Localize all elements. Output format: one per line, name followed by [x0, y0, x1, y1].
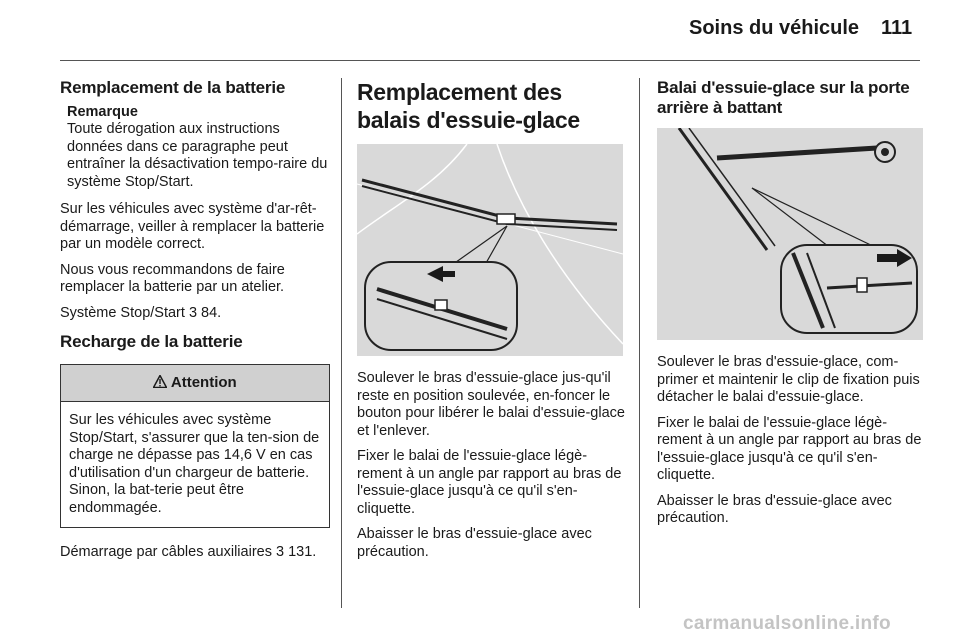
- page-number: 111: [881, 17, 913, 39]
- paragraph-rear-remove: Soulever le bras d'essuie-glace, com-primer et maintenir le clip de fixation puis détacher le balai d'essuie-glace.: [657, 354, 920, 405]
- paragraph-rear-lower: Abaisser le bras d'essuie-glace avec précaution.: [657, 492, 892, 526]
- note-title: Remarque: [67, 104, 138, 120]
- paragraph-rear-attach: Fixer le balai de l'essuie-glace légè-rement à un angle par rapport au bras de l'essuie-glace jusqu'à ce qu'il s'en-cliquette.: [657, 414, 922, 483]
- paragraph-front-attach: Fixer le balai de l'essuie-glace légè-rement à un angle par rapport au bras de l'essuie-glace jusqu'à ce qu'il s'en-cliquette.: [357, 448, 622, 517]
- right-column: [657, 78, 922, 536]
- paragraph-stop-start-battery: Sur les véhicules avec système d'ar-rêt-démarrage, veiller à remplacer la batterie par un modèle correct.: [60, 201, 325, 252]
- paragraph-front-lower: Abaisser le bras d'essuie-glace avec précaution.: [357, 526, 592, 560]
- paragraph-jump-start-reference: Démarrage par câbles auxiliaires 3 131.: [60, 544, 317, 560]
- attention-header: [61, 365, 329, 402]
- section-heading-wiper-blades: Remplacement des balais d'essuie-glace: [357, 79, 580, 133]
- figure-front-wiper: [357, 144, 623, 356]
- watermark: carmanualsonline.info: [683, 613, 891, 634]
- left-column: [60, 78, 330, 570]
- section-heading-rear-wiper: Balai d'essuie-glace sur la porte arrière à battant: [657, 78, 910, 117]
- paragraph-stop-start-reference: Système Stop/Start 3 84.: [60, 304, 222, 321]
- attention-text: Sur les véhicules avec système Stop/Start, s'assurer que la ten-sion de charge ne dépasse pas 14,6 V en cas d'utilisation d'un chargeur de batterie. Sinon, la bat-terie peut être endommagée.: [69, 412, 320, 516]
- attention-box: [60, 364, 330, 528]
- column-divider-left: [341, 78, 342, 608]
- middle-column: [357, 78, 625, 569]
- front-wiper-illustration: [357, 144, 623, 356]
- warning-triangle-icon: [153, 374, 171, 391]
- figure-rear-wiper: [657, 128, 923, 340]
- page-header-title: Soins du véhicule: [689, 17, 860, 39]
- section-heading-battery-replacement: Remplacement de la batterie: [60, 78, 286, 97]
- note-text: Toute dérogation aux instructions données dans ce paragraphe peut entraîner la désactivation tempo-raire du système Stop/Start.: [67, 121, 328, 190]
- column-divider-right: [639, 78, 640, 608]
- section-heading-battery-charging: Recharge de la batterie: [60, 332, 243, 351]
- rear-wiper-illustration: [657, 128, 923, 340]
- attention-title: Attention: [170, 374, 237, 391]
- header-rule: [60, 60, 920, 61]
- paragraph-workshop: Nous vous recommandons de faire remplacer la batterie par un atelier.: [60, 261, 285, 295]
- paragraph-front-remove: Soulever le bras d'essuie-glace jus-qu'il reste en position soulevée, en-foncer le bouton pour libérer le balai d'essuie-glace et l'enlever.: [357, 370, 625, 439]
